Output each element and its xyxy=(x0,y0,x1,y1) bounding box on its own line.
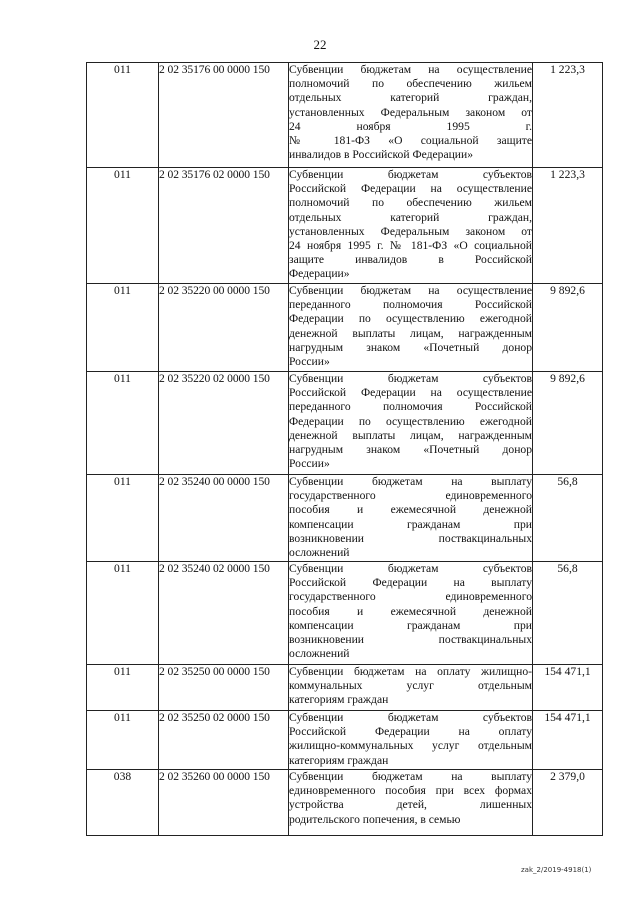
revenue-name-line: осложнений xyxy=(289,647,350,661)
revenue-name-line: отдельных категорий граждан, xyxy=(289,91,532,105)
admin-code-cell: 038 xyxy=(87,770,159,836)
revenue-name-line: переданного полномочия Российской xyxy=(289,400,532,414)
amount-cell: 1 223,3 xyxy=(533,63,603,168)
revenue-name-cell xyxy=(289,665,533,711)
amount-cell: 9 892,6 xyxy=(533,372,603,475)
admin-code-cell: 011 xyxy=(87,475,159,562)
amount-cell: 9 892,6 xyxy=(533,284,603,372)
page-number: 22 xyxy=(313,37,327,52)
revenue-name-line: возникновении поствакцинальных xyxy=(289,632,532,646)
amount-cell: 154 471,1 xyxy=(533,665,603,711)
table-row xyxy=(87,475,603,562)
revenue-name-line: № 181-ФЗ «О социальной защите xyxy=(289,133,532,147)
table-row xyxy=(87,63,603,168)
revenue-name-line: категориям граждан xyxy=(289,753,389,767)
budget-class-code-cell: 2 02 35250 00 0000 150 xyxy=(159,665,289,711)
revenue-name-line: полномочий по обеспечению жильем xyxy=(289,196,532,210)
revenue-name-line: отдельных категорий граждан, xyxy=(289,210,532,224)
revenue-name-line: компенсации гражданам при xyxy=(289,517,532,531)
revenue-name-line: Субвенции бюджетам на выплату xyxy=(289,770,532,783)
revenue-name-cell xyxy=(289,475,533,562)
revenue-name-cell xyxy=(289,168,533,284)
revenue-name-line: компенсации гражданам при xyxy=(289,618,532,632)
budget-class-code-cell: 2 02 35220 00 0000 150 xyxy=(159,284,289,372)
table-row xyxy=(87,711,603,770)
revenue-name-line: денежной выплаты лицам, награжденным xyxy=(289,428,532,442)
revenue-name-cell xyxy=(289,562,533,665)
table-row xyxy=(87,372,603,475)
budget-class-code-cell: 2 02 35240 02 0000 150 xyxy=(159,562,289,665)
revenue-name-line: жилищно-коммунальных услуг отдельным xyxy=(289,739,532,753)
revenue-name-line: 24 ноября 1995 г. xyxy=(289,119,532,133)
table-row xyxy=(87,770,603,836)
table-row xyxy=(87,168,603,284)
revenue-name-cell xyxy=(289,63,533,168)
revenue-name-line: Субвенции бюджетам субъектов xyxy=(289,562,532,575)
revenue-name-cell xyxy=(289,284,533,372)
revenue-name-line: установленных Федеральным законом от xyxy=(289,224,532,238)
revenue-name-cell xyxy=(289,711,533,770)
amount-cell: 2 379,0 xyxy=(533,770,603,836)
revenue-name-line: Субвенции бюджетам субъектов xyxy=(289,168,532,181)
budget-class-code-cell: 2 02 35220 02 0000 150 xyxy=(159,372,289,475)
revenue-name-line: Субвенции бюджетам на осуществление xyxy=(289,63,532,76)
admin-code-cell: 011 xyxy=(87,711,159,770)
table-row xyxy=(87,284,603,372)
revenue-name-line: России» xyxy=(289,354,330,368)
revenue-name-line: осложнений xyxy=(289,545,350,559)
revenue-name-line: категориям граждан xyxy=(289,693,389,707)
revenue-name-line: Субвенции бюджетам на осуществление xyxy=(289,284,532,297)
admin-code-cell: 011 xyxy=(87,284,159,372)
revenue-name-line: 24 ноября 1995 г. № 181-ФЗ «О социальной xyxy=(289,238,532,252)
revenue-name-line: Российской Федерации на осуществление xyxy=(289,386,532,400)
admin-code-cell: 011 xyxy=(87,562,159,665)
revenue-table xyxy=(86,62,603,836)
revenue-name-line: устройства детей, лишенных xyxy=(289,798,532,812)
revenue-name-line: Субвенции бюджетам субъектов xyxy=(289,711,532,724)
admin-code-cell: 011 xyxy=(87,665,159,711)
revenue-name-line: установленных Федеральным законом от xyxy=(289,105,532,119)
revenue-name-line: Субвенции бюджетам на оплату жилищно- xyxy=(289,665,532,678)
revenue-name-cell xyxy=(289,372,533,475)
revenue-name-line: пособия и ежемесячной денежной xyxy=(289,604,532,618)
table-row xyxy=(87,562,603,665)
amount-cell: 56,8 xyxy=(533,562,603,665)
revenue-name-line: единовременного пособия при всех формах xyxy=(289,784,532,798)
revenue-name-cell xyxy=(289,770,533,836)
revenue-name-line: Федерации по осуществлению ежегодной xyxy=(289,414,532,428)
admin-code-cell: 011 xyxy=(87,168,159,284)
revenue-name-line: Федерации» xyxy=(289,267,350,281)
budget-class-code-cell: 2 02 35176 00 0000 150 xyxy=(159,63,289,168)
table-row xyxy=(87,665,603,711)
revenue-name-line: возникновении поствакцинальных xyxy=(289,531,532,545)
revenue-name-line: родительского попечения, в семью xyxy=(289,812,461,826)
revenue-name-line: Субвенции бюджетам на выплату xyxy=(289,475,532,488)
table-body xyxy=(87,63,603,836)
revenue-name-line: нагрудным знаком «Почетный донор xyxy=(289,340,532,354)
budget-class-code-cell: 2 02 35260 00 0000 150 xyxy=(159,770,289,836)
revenue-name-line: Субвенции бюджетам субъектов xyxy=(289,372,532,385)
amount-cell: 56,8 xyxy=(533,475,603,562)
revenue-name-line: Российской Федерации на осуществление xyxy=(289,182,532,196)
revenue-name-line: Российской Федерации на выплату xyxy=(289,576,532,590)
revenue-name-line: защите инвалидов в Российской xyxy=(289,253,532,267)
revenue-name-line: государственного единовременного xyxy=(289,590,532,604)
revenue-name-line: нагрудным знаком «Почетный донор xyxy=(289,442,532,456)
admin-code-cell: 011 xyxy=(87,63,159,168)
amount-cell: 154 471,1 xyxy=(533,711,603,770)
revenue-name-line: коммунальных услуг отдельным xyxy=(289,679,532,693)
revenue-name-line: России» xyxy=(289,457,330,471)
admin-code-cell: 011 xyxy=(87,372,159,475)
revenue-name-line: государственного единовременного xyxy=(289,489,532,503)
budget-class-code-cell: 2 02 35250 02 0000 150 xyxy=(159,711,289,770)
revenue-name-line: пособия и ежемесячной денежной xyxy=(289,503,532,517)
budget-class-code-cell: 2 02 35176 02 0000 150 xyxy=(159,168,289,284)
revenue-name-line: переданного полномочия Российской xyxy=(289,298,532,312)
revenue-name-line: Российской Федерации на оплату xyxy=(289,725,532,739)
revenue-name-line: денежной выплаты лицам, награжденным xyxy=(289,326,532,340)
footer-reference: zak_2/2019-4918(1) xyxy=(521,866,592,874)
revenue-name-line: полномочий по обеспечению жильем xyxy=(289,77,532,91)
amount-cell: 1 223,3 xyxy=(533,168,603,284)
revenue-name-line: инвалидов в Российской Федерации» xyxy=(289,148,473,162)
revenue-name-line: Федерации по осуществлению ежегодной xyxy=(289,312,532,326)
budget-class-code-cell: 2 02 35240 00 0000 150 xyxy=(159,475,289,562)
